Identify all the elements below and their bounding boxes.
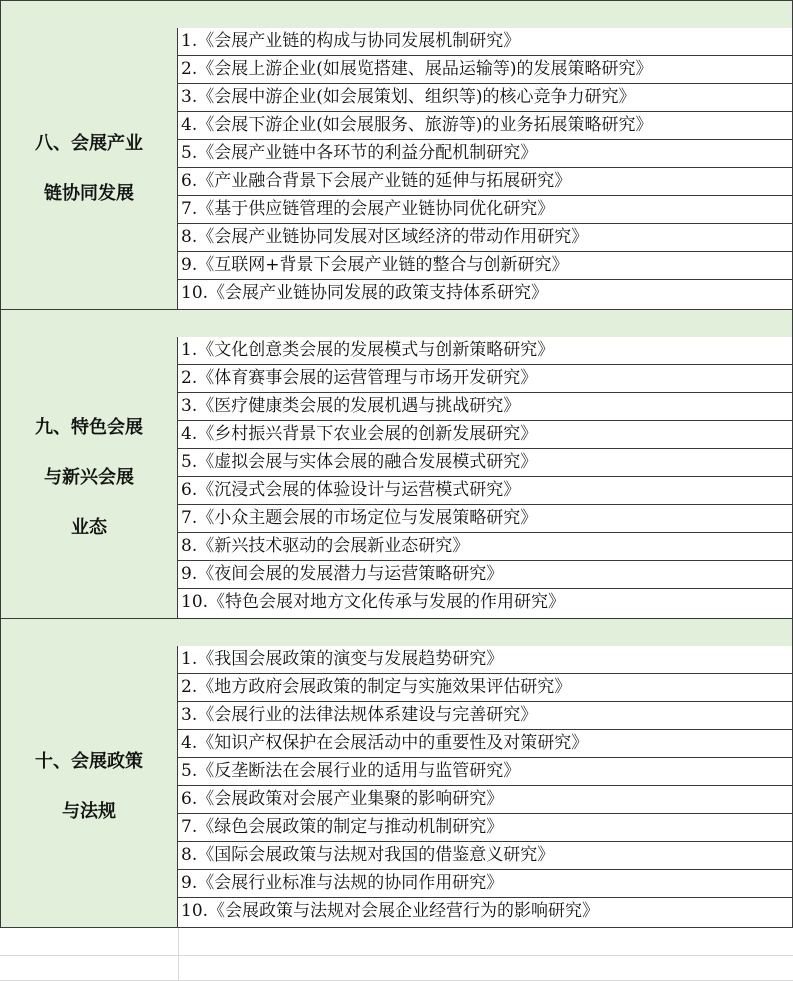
- empty-grid-row[interactable]: [0, 928, 793, 956]
- empty-grid-row[interactable]: [0, 956, 793, 981]
- topic-cell[interactable]: 8.《会展产业链协同发展对区域经济的带动作用研究》: [178, 224, 792, 252]
- topic-cell[interactable]: 5.《会展产业链中各环节的利益分配机制研究》: [178, 140, 792, 168]
- topic-cell[interactable]: 6.《会展政策对会展产业集聚的影响研究》: [178, 786, 792, 814]
- topic-cell[interactable]: 8.《新兴技术驱动的会展新业态研究》: [178, 533, 792, 561]
- topic-cell[interactable]: 2.《地方政府会展政策的制定与实施效果评估研究》: [178, 674, 792, 702]
- topic-cell[interactable]: 2.《体育赛事会展的运营管理与市场开发研究》: [178, 365, 792, 393]
- topic-cell[interactable]: 9.《会展行业标准与法规的协同作用研究》: [178, 870, 792, 898]
- category-cell[interactable]: [1, 646, 178, 927]
- topic-cell[interactable]: 1.《会展产业链的构成与协同发展机制研究》: [178, 28, 792, 56]
- topic-cell[interactable]: 1.《我国会展政策的演变与发展趋势研究》: [178, 646, 792, 674]
- topic-cell[interactable]: 4.《知识产权保护在会展活动中的重要性及对策研究》: [178, 730, 792, 758]
- topic-cell[interactable]: 5.《虚拟会展与实体会展的融合发展模式研究》: [178, 449, 792, 477]
- topic-cell[interactable]: 4.《乡村振兴背景下农业会展的创新发展研究》: [178, 421, 792, 449]
- topic-cell[interactable]: 5.《反垄断法在会展行业的适用与监管研究》: [178, 758, 792, 786]
- category-cell[interactable]: [1, 337, 178, 618]
- topic-cell[interactable]: 4.《会展下游企业(如会展服务、旅游等)的业务拓展策略研究》: [178, 112, 792, 140]
- section-block: [0, 28, 793, 309]
- spacer-row: [0, 0, 793, 29]
- category-label-line: 与新兴会展: [44, 466, 134, 488]
- topic-cell[interactable]: 2.《会展上游企业(如展览搭建、展品运输等)的发展策略研究》: [178, 56, 792, 84]
- category-label: [35, 119, 143, 219]
- category-label: [35, 737, 143, 837]
- topic-cell[interactable]: 10.《特色会展对地方文化传承与发展的作用研究》: [178, 589, 792, 617]
- topic-cell[interactable]: 1.《文化创意类会展的发展模式与创新策略研究》: [178, 337, 792, 365]
- topic-cell[interactable]: 7.《绿色会展政策的制定与推动机制研究》: [178, 814, 792, 842]
- topic-cell[interactable]: 6.《沉浸式会展的体验设计与运营模式研究》: [178, 477, 792, 505]
- topic-cell[interactable]: 8.《国际会展政策与法规对我国的借鉴意义研究》: [178, 842, 792, 870]
- topic-cell[interactable]: 7.《基于供应链管理的会展产业链协同优化研究》: [178, 196, 792, 224]
- topic-cell[interactable]: 7.《小众主题会展的市场定位与发展策略研究》: [178, 505, 792, 533]
- topic-cell[interactable]: 3.《会展中游企业(如会展策划、组织等)的核心竞争力研究》: [178, 84, 792, 112]
- topic-list: [178, 337, 792, 618]
- grid-column-divider: [178, 928, 179, 955]
- grid-column-divider: [178, 956, 179, 980]
- category-cell[interactable]: [1, 28, 178, 309]
- topic-list: [178, 646, 792, 927]
- topic-cell[interactable]: 6.《产业融合背景下会展产业链的延伸与拓展研究》: [178, 168, 792, 196]
- category-label-line: 九、特色会展: [35, 416, 143, 438]
- section-block: [0, 337, 793, 618]
- topic-cell[interactable]: 10.《会展产业链协同发展的政策支持体系研究》: [178, 280, 792, 308]
- topic-cell[interactable]: 9.《互联网+背景下会展产业链的整合与创新研究》: [178, 252, 792, 280]
- topic-cell[interactable]: 9.《夜间会展的发展潜力与运营策略研究》: [178, 561, 792, 589]
- section-block: [0, 646, 793, 927]
- topic-list: [178, 28, 792, 309]
- topic-cell[interactable]: 3.《医疗健康类会展的发展机遇与挑战研究》: [178, 393, 792, 421]
- spacer-row: [0, 618, 793, 647]
- category-label-line: 八、会展产业: [35, 132, 143, 154]
- category-label-line: 十、会展政策: [35, 750, 143, 772]
- spacer-row: [0, 309, 793, 338]
- category-label-line: 业态: [71, 516, 107, 538]
- category-label-line: 链协同发展: [44, 182, 134, 204]
- category-label-line: 与法规: [62, 800, 116, 822]
- topic-cell[interactable]: 10.《会展政策与法规对会展企业经营行为的影响研究》: [178, 898, 792, 926]
- category-label: [35, 403, 143, 553]
- topic-cell[interactable]: 3.《会展行业的法律法规体系建设与完善研究》: [178, 702, 792, 730]
